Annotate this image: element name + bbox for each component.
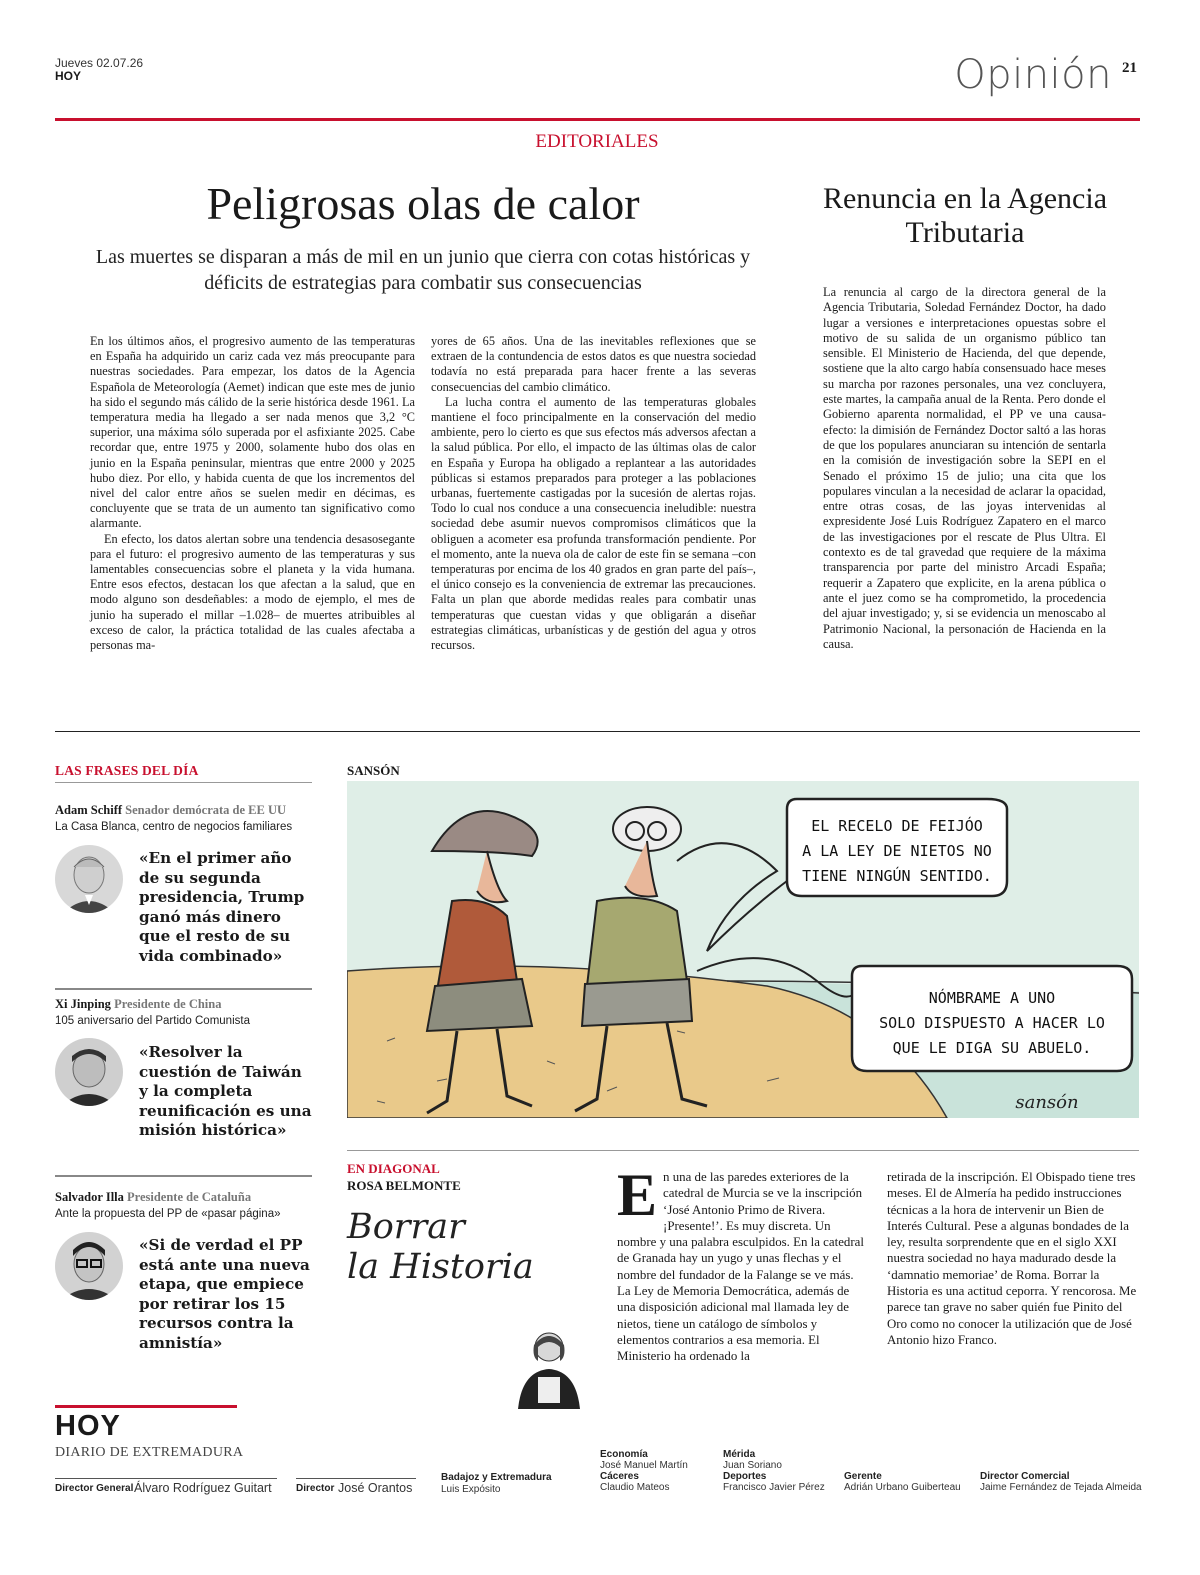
director-general-name: Álvaro Rodríguez Guitart: [134, 1481, 272, 1495]
speaker-role: Presidente de Cataluña: [127, 1190, 252, 1204]
speaker-role: Presidente de China: [114, 997, 222, 1011]
header-rule: [55, 118, 1140, 121]
director-general-label: Director General: [55, 1483, 134, 1494]
speaker-name: Adam Schiff: [55, 803, 123, 817]
side-editorial-body: [823, 285, 1106, 652]
deportes-name: Francisco Javier Pérez: [723, 1482, 825, 1493]
bubble-1-line: A LA LEY DE NIETOS NO: [802, 842, 992, 860]
badajoz-name: Luis Expósito: [441, 1484, 501, 1495]
editorial-paragraph: En los últimos años, el progresivo aumento de las temperaturas en España ha adquirido un cariz cada vez más preocupante para nuestras sociedades. Para empezar, los datos de la Agencia Española de Meteorología (Aemet) indican que este mes de junio ha sido el segundo más cálido de la serie histórica desde 1961. La temperatura media ha llegado a ser nada menos que 3,2 °C superior, una máxima sólo superada por el asfixiante 2025. Cabe recordar que, entre 1975 y 2000, solamente hubo dos olas en junio en la España peninsular, mientras que entre 2000 y 2025 hubo diez. Por ello, y habida cuenta de que los incrementos del nivel del calor entre años se suelen medir en décimas, es concluyente que se trata de un aumento tan significativo como alarmante.: [90, 334, 415, 531]
economia-name: José Manuel Martín: [600, 1460, 688, 1471]
director-name: José Orantos: [338, 1481, 413, 1495]
merida-label: Mérida: [723, 1449, 756, 1460]
bubble-1-line: EL RECELO DE FEIJÓO: [811, 817, 983, 835]
column-kicker: EN DIAGONAL: [347, 1161, 440, 1176]
drop-cap: E: [617, 1162, 658, 1228]
caceres-label: Cáceres: [600, 1471, 639, 1482]
speaker-photo: [55, 1038, 123, 1106]
quote-context: 105 aniversario del Partido Comunista: [55, 1015, 250, 1027]
economia-label: Economía: [600, 1449, 648, 1460]
cartoon-illustration[interactable]: [347, 781, 1139, 1118]
footer-red-rule: [55, 1405, 237, 1408]
badajoz-label: Badajoz y Extremadura: [441, 1472, 552, 1483]
merida-name: Juan Soriano: [723, 1460, 782, 1471]
side-editorial-paragraph: La renuncia al cargo de la directora general de la Agencia Tributaria, Soledad Fernández Doctor, ha dado lugar a versiones e interpretaciones opuestas sobre el motivo de su salida de un organismo público tan sensible. El Ministerio de Hacienda, del que depende, sostiene que la alto cargo había consensuado hace meses su marcha por razones personales, una vez concluyera, este martes, la campaña anual de la Renta. Pero donde el Gobierno aparenta normalidad, el PP ve una causa-efecto: la dimisión de Fernández Doctor saltó a las horas de que los populares anunciaran su intención de sentarla en la comisión de investigación sobre la SEPI en el Senado el próximo 15 de julio; una cita que los populares vinculan a la necesidad de aclarar la opacidad, entre otras cosas, de las joyas intervenidas al expresidente José Luis Rodríguez Zapatero en el marco de las investigaciones por el rescate de Plus Ultra. El contexto es de tal gravedad que requiere de la máxima transparencia por parte del ministro Arcadi España; requerir a Zapatero que explicite, en la arena pública o ante el juez como se ha comprometido, la procedencia del ajuar investigado; y, si se evidencia un menoscabo al Patrimonio Nacional, la personación de Hacienda en la causa.: [823, 285, 1106, 651]
column-body-1: [617, 1162, 867, 1365]
quotes-rule: [55, 782, 312, 783]
column-text: n una de las paredes exteriores de la catedral de Murcia se ve la inscripción ‘José Antonio Primo de Rivera. ¡Presente!’. Es muy discreta. Un nombre y una palabra esculpidos. En la catedral de Granada hay un yugo y unas flechas y el nombre del fundador de la Falange se ve más. La Ley de Memoria Democrática, además de una disposición adicional mal llamada ley de nietos, tiene un catálogo de símbolos y elementos contrarios a esa memoria. El Ministerio ha ordenado la: [617, 1170, 864, 1364]
footer-subtitle: DIARIO DE EXTREMADURA: [55, 1445, 244, 1460]
footer-rule: [296, 1478, 416, 1479]
speaker-photo: [55, 845, 123, 913]
page-number: 21: [1122, 60, 1137, 76]
editorial-paragraph: yores de 65 años. Una de las inevitables reflexiones que se extraen de la contundencia de estos datos es que nuestra sociedad todavía no está preparada para hacer frente a las severas consecuencias del cambio climático.: [431, 334, 756, 394]
quote-text: «Si de verdad el PP está ante una nueva etapa, que empiece por retirar los 15 recursos contra la amnistía»: [139, 1236, 310, 1352]
gerente-name: Adrián Urbano Guiberteau: [844, 1482, 961, 1493]
deportes-label: Deportes: [723, 1471, 767, 1482]
bubble-2-line: SOLO DISPUESTO A HACER LO: [879, 1014, 1105, 1032]
editorial-subheadline: Las muertes se disparan a más de mil en un junio que cierra con cotas históricas y déficits de estrategias para combatir sus consecuencias: [95, 246, 751, 294]
paper-name: HOY: [55, 69, 82, 83]
comercial-name: Jaime Fernández de Tejada Almeida: [980, 1482, 1142, 1493]
section-divider: [55, 731, 1140, 732]
quote-speaker: [55, 803, 286, 818]
director-label: Director: [296, 1483, 335, 1494]
quotes-section-title: LAS FRASES DEL DÍA: [55, 763, 199, 778]
bubble-1-line: TIENE NINGÚN SENTIDO.: [802, 867, 992, 885]
bubble-2-line: NÓMBRAME A UNO: [928, 989, 1056, 1007]
speaker-name: Salvador Illa: [55, 1190, 124, 1204]
editorial-column-2: [431, 334, 756, 653]
quote-text: «Resolver la cuestión de Taiwán y la completa reunificación es una misión histórica»: [139, 1043, 312, 1139]
speaker-photo: [55, 1232, 123, 1300]
author-photo: [510, 1325, 588, 1409]
headline-line: Borrar: [347, 1207, 465, 1247]
editorial-headline[interactable]: Peligrosas olas de calor: [206, 178, 640, 229]
caceres-name: Claudio Mateos: [600, 1482, 670, 1493]
speaker-role: Senador demócrata de EE UU: [125, 803, 287, 817]
quote-speaker: [55, 997, 221, 1012]
issue-date: Jueves 02.07.26: [55, 56, 144, 70]
quote-context: Ante la propuesta del PP de «pasar página»: [55, 1208, 281, 1220]
quotes-rule: [55, 988, 312, 990]
cartoon-signature: sansón: [1015, 1092, 1079, 1113]
cartoon-label: SANSÓN: [347, 763, 400, 778]
editorial-kicker: EDITORIALES: [535, 131, 659, 152]
headline-line: la Historia: [347, 1247, 534, 1287]
footer-rule: [55, 1478, 277, 1479]
editorial-paragraph: La lucha contra el aumento de las temperaturas globales mantiene el foco principalmente en la conservación del medio ambiente, pero lo cierto es que sus efectos más adversos afectan a la salud pública. Por ello, el impacto de las últimas olas de calor en España y Europa ha obligado a replantear a las autoridades públicas si estamos preparados para proteger a las poblaciones urbanas, fuertemente castigadas por la sucesión de alertas rojas. Todo lo cual nos conduce a una consecuencia ineludible: nuestra sociedad debe asumir nuevos compromisos climáticos que la obliguen a acometer esa profunda transformación pendiente. Por el momento, ante la nueva ola de calor de este fin se semana –con temperaturas por encima de los 40 grados en gran parte del país–, el único consejo es la conveniencia de extremar las precauciones. Falta un plan que aborde medidas reales para combatir unas temperaturas que cuestan vidas y que obligarán a diseñar estrategias climáticas, urbanísticas y de gestión del agua y otros recursos.: [431, 394, 756, 653]
editorial-column-1: [90, 334, 415, 653]
quote-speaker: [55, 1190, 251, 1205]
column-body-2: retirada de la inscripción. El Obispado tiene tres meses. El de Almería ha pedido instrucciones técnicas a la hora de intervenir un Bien de Interés Cultural. Pese a algunas bondades de la ley, resulta sorprendente que en el siglo XXI nuestra sociedad no haya madurado desde la ‘damnatio memoriae’ de Roma. Borrar la Historia es una actitud ceporra. Y rencorosa. Me parece tan grave no saber quién fue Pinito del Oro como no conocer la utilización que de José Antonio hizo Franco.: [887, 1170, 1137, 1347]
diagonal-rule: [347, 1150, 1139, 1151]
quote-context: La Casa Blanca, centro de negocios familiares: [55, 821, 293, 833]
comercial-label: Director Comercial: [980, 1471, 1070, 1482]
bubble-2-line: QUE LE DIGA SU ABUELO.: [892, 1039, 1092, 1057]
quote-text: «En el primer año de su segunda presidencia, Trump ganó más dinero que el resto de su vida combinado»: [139, 849, 305, 965]
section-title: Opinión: [954, 52, 1112, 98]
column-headline[interactable]: [347, 1207, 534, 1287]
side-editorial-headline[interactable]: Renuncia en la Agencia Tributaria: [822, 182, 1108, 249]
gerente-label: Gerente: [844, 1471, 882, 1482]
speaker-name: Xi Jinping: [55, 997, 111, 1011]
column-author: ROSA BELMONTE: [347, 1178, 461, 1193]
footer-logo: HOY: [55, 1410, 121, 1442]
quotes-rule: [55, 1175, 312, 1177]
editorial-paragraph: En efecto, los datos alertan sobre una tendencia desasosegante para el futuro: el progresivo aumento de las temperaturas y sus lamentables consecuencias sobre el planeta y la vida humana. Entre esos efectos, destacan los que afectan a la salud, que en modo alguno son desdeñables: a modo de ejemplo, el mes de junio ha superado el millar –1.028– de muertes atribuibles al exceso de calor, la práctica totalidad de las cuales afectaba a personas ma-: [90, 531, 415, 653]
